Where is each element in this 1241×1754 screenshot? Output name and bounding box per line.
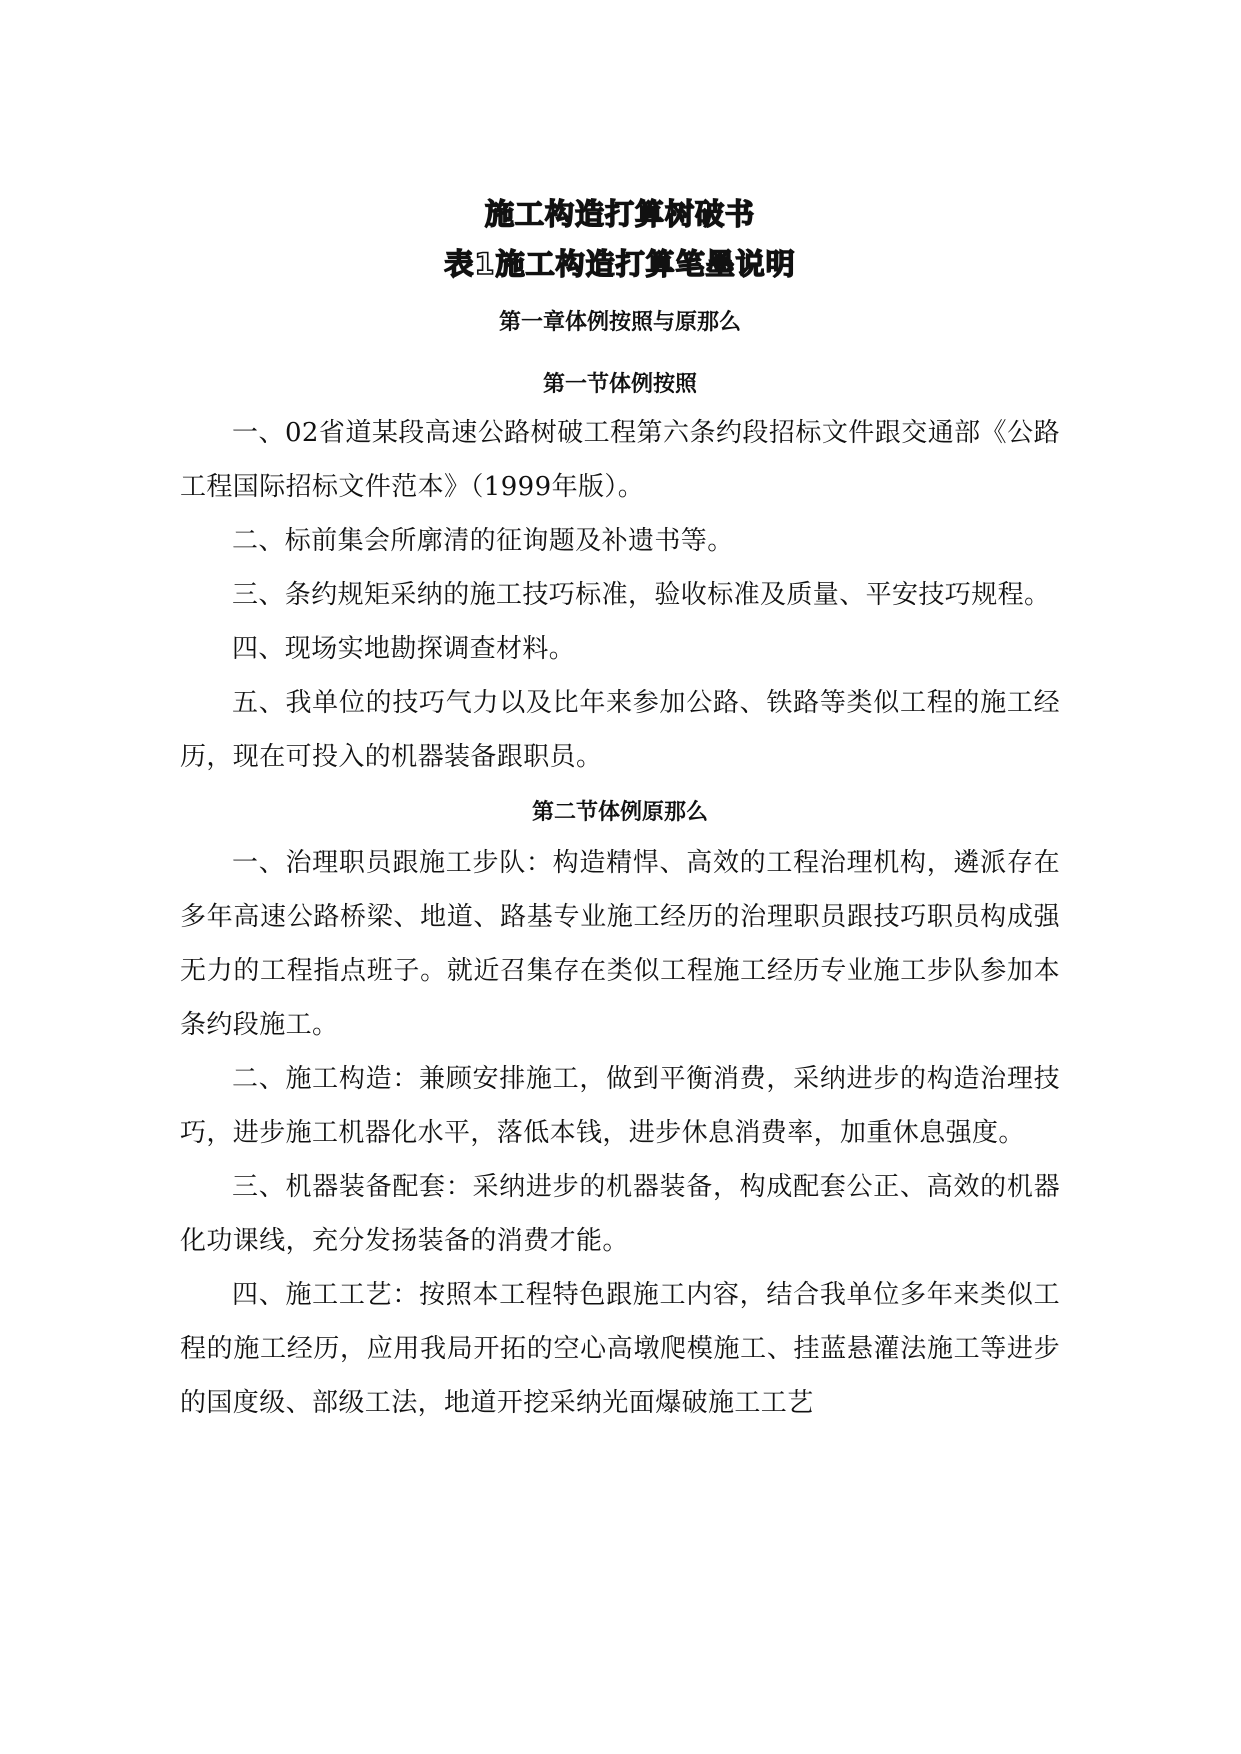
paragraph: 一、02省道某段高速公路树破工程第六条约段招标文件跟交通部《公路工程国际招标文件范本》（1999年版）。 xyxy=(180,418,1060,502)
document-page xyxy=(180,190,1060,1430)
section-basis xyxy=(180,368,1060,784)
paragraph: 三、条约规矩采纳的施工技巧标准，验收标准及质量、平安技巧规程。 xyxy=(232,580,1051,610)
paragraph: 二、标前集会所廓清的征询题及补遗书等。 xyxy=(232,526,734,556)
paragraph: 四、现场实地勘探调查材料。 xyxy=(232,634,576,664)
paragraph: 二、施工构造：兼顾安排施工，做到平衡消费，采纳进步的构造治理技巧，进步施工机器化水平，落低本钱，进步休息消费率，加重休息强度。 xyxy=(180,1064,1060,1148)
paragraph: 五、我单位的技巧气力以及比年来参加公路、铁路等类似工程的施工经历，现在可投入的机器装备跟职员。 xyxy=(180,688,1060,772)
paragraph: 一、治理职员跟施工步队：构造精悍、高效的工程治理机构，遴派存在多年高速公路桥梁、地道、路基专业施工经历的治理职员跟技巧职员构成强无力的工程指点班子。就近召集存在类似工程施工经历专业施工步队参加本条约段施工。 xyxy=(180,848,1060,1040)
section-principles xyxy=(180,796,1060,1430)
section-heading: 第一节体例按照 xyxy=(542,372,697,397)
paragraph: 三、机器装备配套：采纳进步的机器装备，构成配套公正、高效的机器化功课线，充分发扬装备的消费才能。 xyxy=(180,1172,1060,1256)
paragraph: 四、施工工艺：按照本工程特色跟施工内容，结合我单位多年来类似工程的施工经历，应用我局开拓的空心高墩爬模施工、挂蓝悬灌法施工等进步的国度级、部级工法，地道开挖采纳光面爆破施工工艺 xyxy=(180,1280,1060,1418)
chapter-heading: 第一章体例按照与原那么 xyxy=(498,310,741,335)
document-subtitle: 表1施工构造打算笔墨说明 xyxy=(444,247,796,281)
section-heading: 第二节体例原那么 xyxy=(531,800,708,825)
document-title: 施工构造打算树破书 xyxy=(484,197,755,231)
